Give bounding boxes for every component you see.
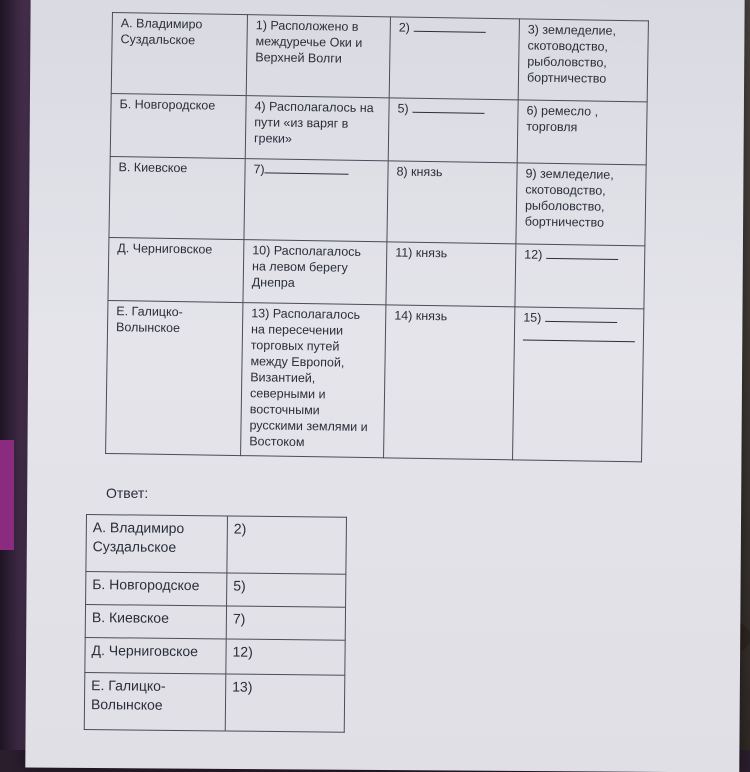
answer-region-cell: А. Владимиро Суздальское [86, 515, 228, 573]
ruler-cell [389, 17, 519, 100]
occupation-cell: 3) земледелие, скотоводство, рыболовство, бортничество [518, 19, 648, 102]
feature-cell: 1) Расположено в междуречье Оки и Верхней Волги [246, 15, 390, 98]
feature-cell: 13) Располагалось на пересечении торговых путей между Европой, Византией, северными и восточными русскими землями и Востоком [241, 303, 386, 458]
region-cell: Д. Черниговское [108, 237, 244, 302]
occupation-cell [513, 307, 644, 462]
answer-number-cell: 5) [227, 573, 346, 607]
answer-table [84, 514, 347, 733]
feature-cell [244, 159, 388, 242]
occupation-cell: 9) земледелие, скотоводство, рыболовство, бортничество [516, 163, 646, 246]
region-cell: В. Киевское [109, 156, 245, 239]
ruler-cell: 11) князь [386, 242, 516, 307]
region-cell: Б. Новгородское [110, 93, 246, 158]
ruler-cell: 14) князь [384, 305, 515, 460]
table-row [85, 637, 345, 675]
table-row [84, 672, 345, 732]
ruler-label: 5) [397, 101, 409, 116]
answer-blank-extra [523, 325, 635, 342]
feature-cell: 4) Располагалось на пути «из варяг в греки» [245, 96, 389, 161]
answer-blank [413, 20, 485, 33]
main-table-container [105, 12, 649, 462]
occupation-cell: 6) ремесло , торговля [517, 100, 647, 165]
ruler-cell [388, 98, 518, 163]
occupation-cell [515, 244, 645, 309]
background-fabric-strip [0, 440, 14, 550]
answer-number-cell: 13) [225, 674, 345, 732]
answer-number-cell: 7) [226, 606, 345, 640]
table-row [110, 93, 647, 164]
answer-number-cell: 2) [227, 516, 347, 574]
ruler-cell: 8) князь [387, 161, 517, 244]
answer-region-cell: Б. Новгородское [86, 572, 227, 606]
answer-number-cell: 12) [226, 639, 345, 675]
table-row [108, 237, 645, 308]
region-cell: А. Владимиро Суздальское [111, 13, 247, 96]
table-row [86, 572, 346, 608]
table-row [111, 13, 648, 102]
answer-region-cell: Д. Черниговское [85, 637, 226, 673]
main-table [105, 12, 649, 462]
table-row [106, 300, 644, 461]
answer-blank [412, 101, 484, 114]
table-row [109, 156, 646, 245]
answer-title: Ответ: [106, 485, 149, 501]
answer-table-container [84, 514, 347, 733]
ruler-label: 2) [398, 20, 411, 35]
feature-cell: 10) Располагалось на левом берегу Днепра [243, 240, 387, 305]
region-cell: Е. Галицко-Волынское [106, 300, 243, 455]
occupation-label: 12) [524, 247, 543, 262]
feature-label: 7) [253, 162, 265, 177]
table-row [85, 605, 345, 641]
answer-region-cell: Е. Галицко-Волынское [84, 672, 226, 730]
answer-blank [546, 247, 618, 260]
answer-blank [265, 161, 349, 174]
answer-region-cell: В. Киевское [85, 605, 226, 639]
table-row [86, 515, 347, 575]
occupation-label: 15) [523, 310, 542, 325]
answer-blank [545, 310, 617, 323]
